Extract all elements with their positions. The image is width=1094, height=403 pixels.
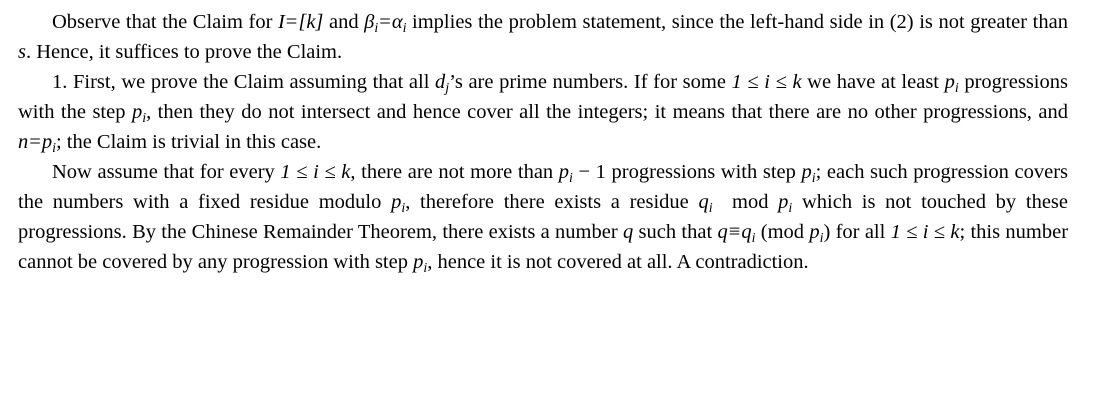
- math-operator-equivalent: ≡: [728, 220, 741, 243]
- text-run: for all: [830, 220, 891, 243]
- text-run: , then they do not intersect and hence cover all the integers; it means that there are no other progressions, and: [146, 100, 1068, 123]
- math-symbol-q: q: [622, 220, 634, 243]
- math-q: q: [698, 190, 709, 213]
- math-operator-equals: =: [285, 11, 298, 33]
- math-congruence: [717, 220, 831, 246]
- math-p: p: [413, 250, 424, 273]
- text-run: ; each such progression covers the numbers with a fixed residue modulo: [18, 161, 1068, 213]
- math-operator-equals: =: [379, 11, 391, 33]
- math-q: q: [717, 220, 728, 243]
- math-p: p: [801, 161, 812, 184]
- paragraph-observe-claim: [18, 8, 1068, 68]
- text-run: , hence it is not covered at all. A contradiction.: [427, 250, 809, 273]
- math-d: d: [435, 71, 446, 94]
- paragraph-now-assume: [18, 158, 1068, 277]
- text-run: we have at least: [801, 71, 945, 94]
- text-run: progressions with step: [605, 161, 802, 184]
- math-subscript-i: i: [708, 200, 713, 216]
- math-mod-label: mod: [732, 190, 769, 213]
- math-subscript-i: i: [569, 170, 573, 186]
- math-p: p: [558, 161, 570, 184]
- math-subscript-i: i: [819, 230, 824, 246]
- math-subscript-i: i: [142, 110, 147, 126]
- math-symbol-p-i-minus-1: [558, 161, 606, 186]
- math-subscript-i: i: [401, 200, 406, 216]
- text-run: , therefore there exists a residue: [405, 190, 699, 213]
- math-mod-open: (mod: [755, 220, 810, 243]
- math-p: p: [809, 220, 820, 243]
- math-mod-operator: [713, 191, 732, 213]
- math-symbol-p-i: [131, 100, 147, 126]
- text-run: implies the problem statement, since the left-hand side in (2) is not greater than: [406, 11, 1068, 33]
- math-subscript-i: i: [423, 260, 428, 276]
- math-subscript-i: i: [954, 81, 959, 97]
- math-minus-one: − 1: [572, 161, 606, 184]
- math-symbol-d-j: [435, 71, 450, 97]
- math-subscript-j: j: [445, 81, 450, 97]
- text-run: which is not touched by these progressions. By the Chinese Remainder Theorem, there exists a number: [18, 190, 1068, 243]
- text-run: 1. First, we prove the Claim assuming that all: [52, 71, 436, 94]
- math-p: p: [41, 130, 53, 153]
- text-run: ; the Claim is trivial in this case.: [55, 130, 322, 153]
- text-run: ; this number cannot be covered by any progression with step: [18, 220, 1069, 273]
- math-symbol-p-i: [944, 71, 959, 97]
- text-run: ’s are prime numbers. If for some: [449, 71, 732, 94]
- math-symbol-beta-i: [364, 11, 379, 36]
- text-run: progressions with the step: [18, 71, 1068, 123]
- math-range-1-i-k: 1 ≤ i ≤ k: [890, 220, 960, 243]
- math-symbol-p-i: [391, 190, 406, 216]
- text-run: Now assume that for every: [52, 161, 281, 184]
- math-residue-q-i-mod-p-i: [698, 190, 793, 216]
- math-symbol-I: I: [277, 11, 285, 33]
- math-q: q: [741, 220, 752, 243]
- math-p: p: [131, 100, 143, 123]
- math-p: p: [391, 190, 402, 213]
- math-beta: β: [364, 11, 375, 33]
- math-range-1-i-k: 1 ≤ i ≤ k: [731, 71, 802, 94]
- math-symbol-bracket-k: [k]: [298, 11, 324, 33]
- math-range-1-i-k: 1 ≤ i ≤ k: [280, 161, 351, 184]
- math-subscript-i: i: [374, 20, 379, 36]
- math-p: p: [778, 190, 789, 213]
- math-symbol-alpha-i: [391, 11, 407, 36]
- math-symbol-p-i: [801, 161, 816, 186]
- text-run: . Hence, it suffices to prove the Claim.: [25, 40, 343, 63]
- math-alpha: α: [391, 11, 403, 33]
- paragraph-step-one: [18, 68, 1068, 157]
- math-symbol-p-i: [413, 250, 428, 276]
- math-p: p: [944, 71, 955, 94]
- math-subscript-i: i: [788, 200, 793, 216]
- text-run: Observe that the Claim for: [52, 11, 278, 33]
- math-symbol-s: s: [18, 40, 26, 63]
- math-subscript-i: i: [52, 140, 56, 156]
- math-symbol-n: n: [18, 130, 29, 153]
- text-run: , there are not more than: [350, 161, 559, 184]
- text-run: and: [323, 11, 365, 33]
- math-subscript-i: i: [402, 20, 407, 36]
- text-run: such that: [633, 220, 718, 243]
- math-operator-equals: =: [29, 130, 41, 153]
- math-subscript-i: i: [811, 170, 816, 186]
- math-subscript-i: i: [751, 230, 756, 246]
- math-mod-close: ): [823, 220, 831, 243]
- math-symbol-p-i: [41, 130, 56, 156]
